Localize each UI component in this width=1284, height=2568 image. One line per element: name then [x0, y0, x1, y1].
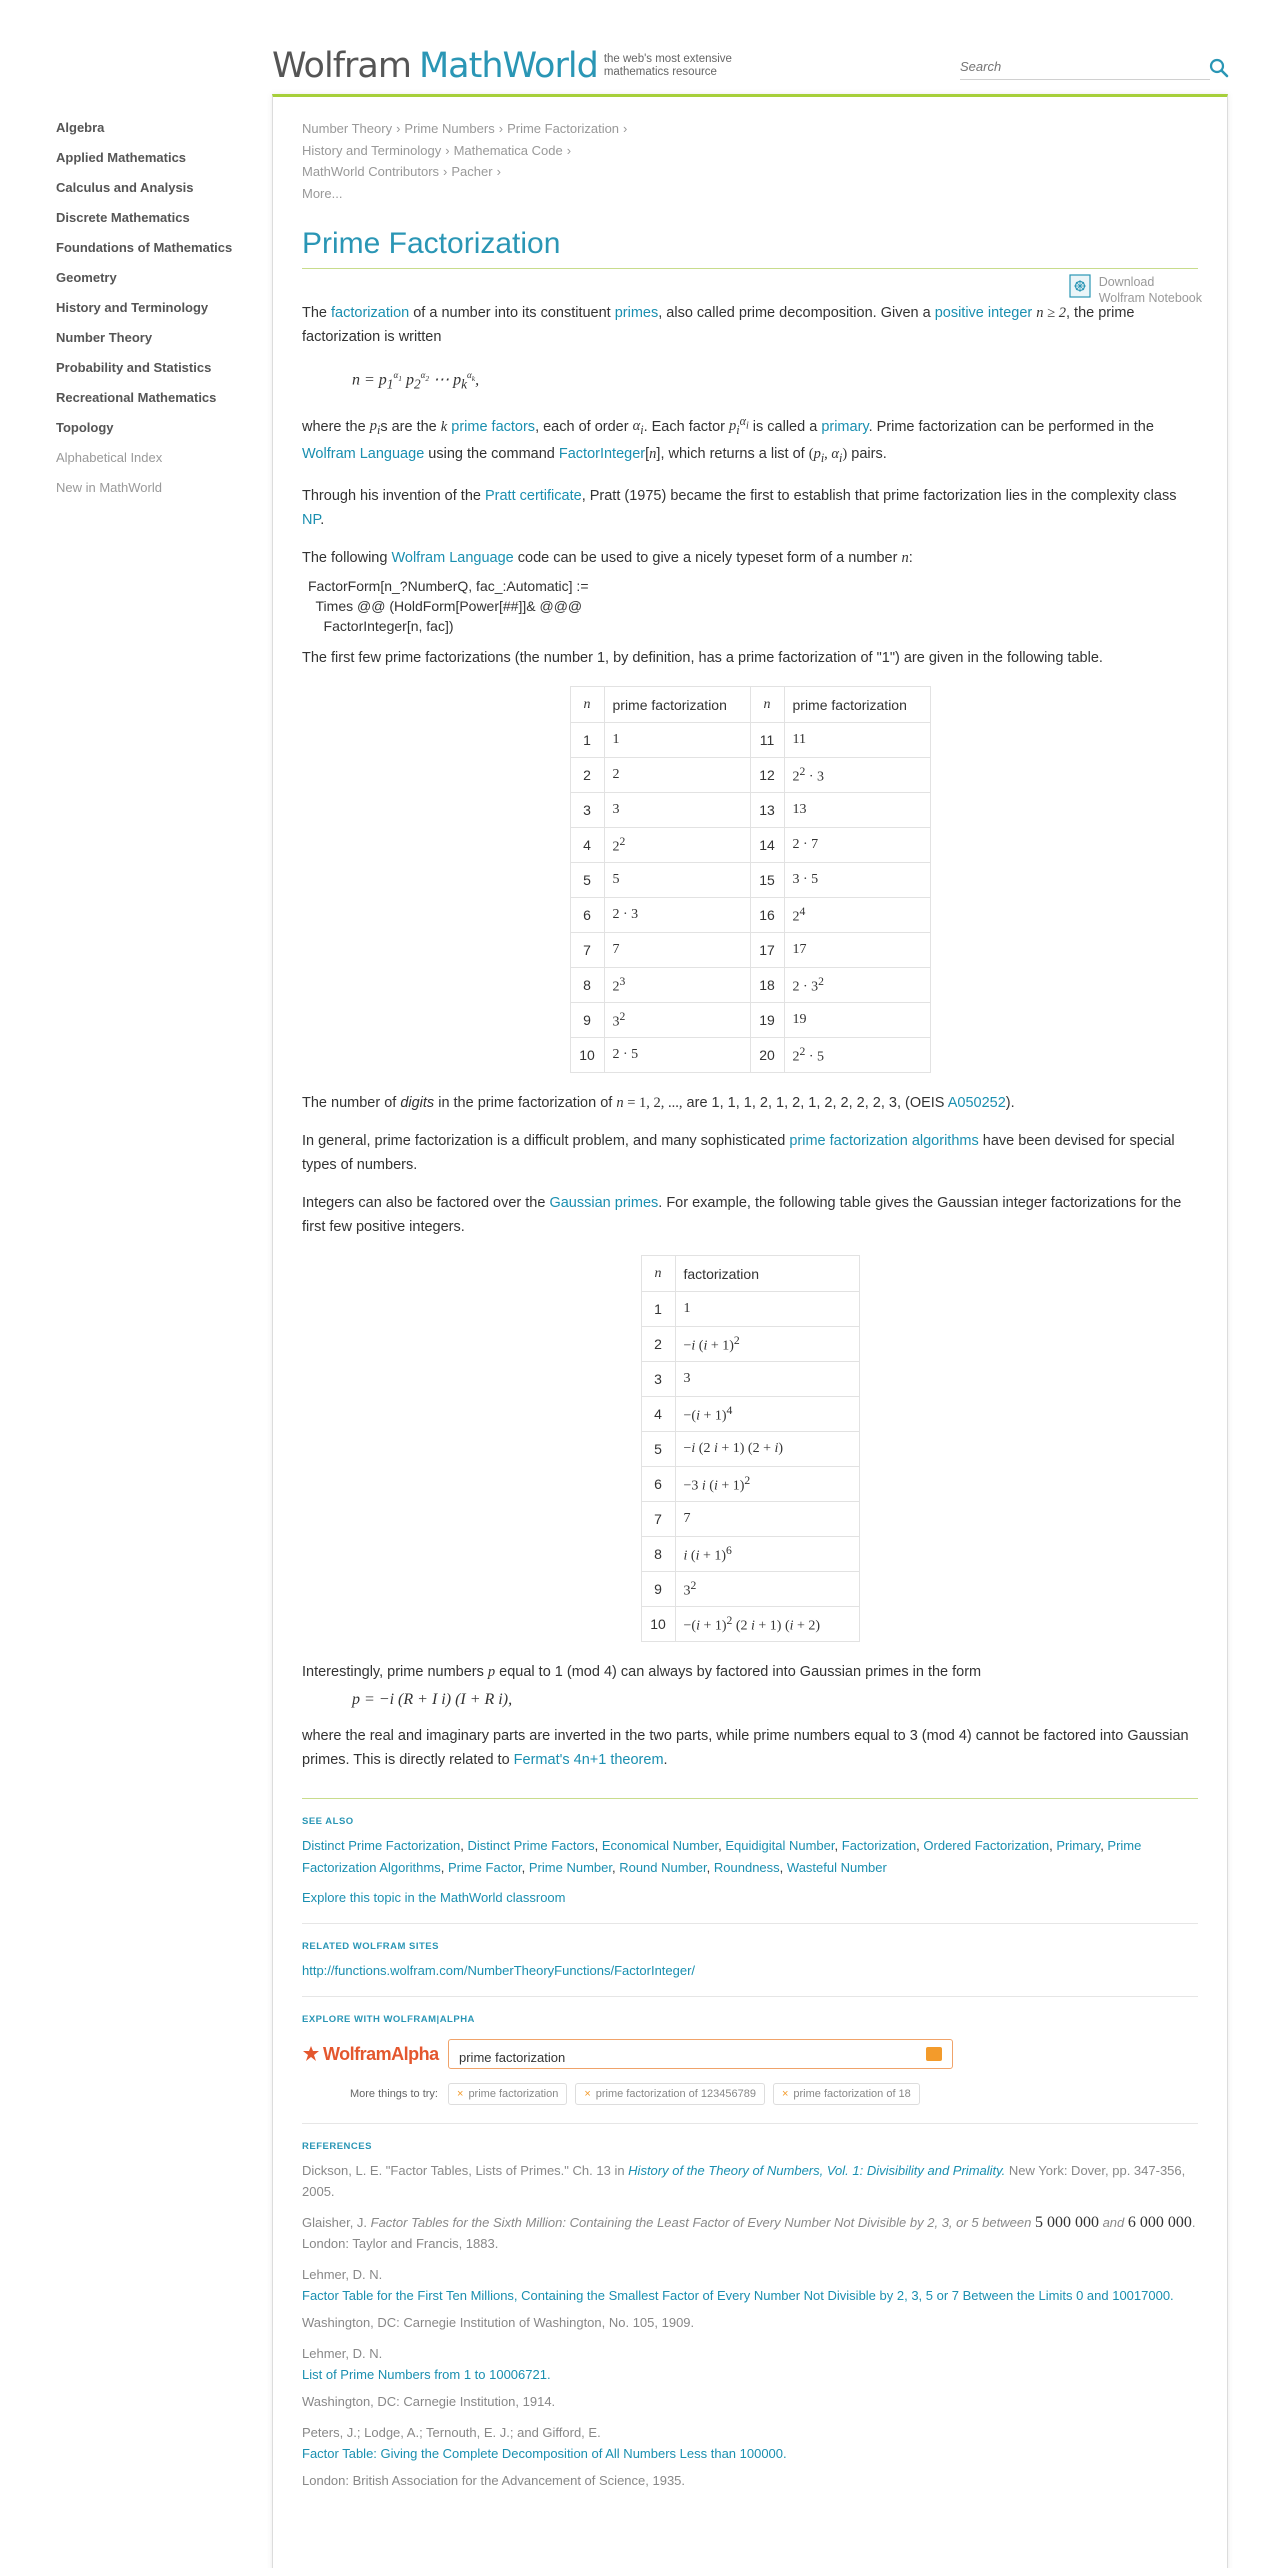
link-wolfram-language-2[interactable]: Wolfram Language: [391, 550, 514, 567]
breadcrumb-more-link[interactable]: More...: [302, 185, 343, 201]
references-heading: REFERENCES: [302, 2141, 372, 2153]
sidebar-item-algebra[interactable]: Algebra: [56, 120, 105, 135]
search-box: [960, 54, 1210, 80]
link-prime-factorization-algorithms[interactable]: prime factorization algorithms: [789, 1133, 979, 1150]
reference-glaisher: Glaisher, J. Factor Tables for the Sixth Million: Containing the Least Factor of Every Number Not Divisible by 2, 3, or 5 between 5 000 000 and 6 000 000. London: Taylor and Francis, 1883.: [302, 2214, 1196, 2252]
section-divider: [302, 2123, 1198, 2124]
table-cell: $3^2$: [675, 1572, 859, 1607]
table-cell: 5: [641, 1432, 675, 1467]
table-cell: −i $(i + 1)^2$: [675, 1327, 859, 1362]
table-row: [641, 1607, 859, 1642]
sidebar-item-alphabetical-index[interactable]: Alphabetical Index: [56, 450, 163, 465]
table-cell: 6: [641, 1467, 675, 1502]
table-header: factorization: [675, 1256, 859, 1292]
breadcrumb-pacher[interactable]: Pacher: [451, 164, 493, 179]
table-cell: 13: [784, 793, 930, 828]
table-row: [641, 1572, 859, 1607]
sidebar-item-discrete-mathematics[interactable]: Discrete Mathematics: [56, 210, 190, 225]
sidebar-item-number-theory[interactable]: Number Theory: [56, 330, 153, 345]
breadcrumb-prime-factorization[interactable]: Prime Factorization: [507, 121, 620, 136]
table-cell: 7: [641, 1502, 675, 1537]
table-header: prime factorization: [784, 687, 930, 723]
sidebar-nav: [56, 118, 256, 508]
sidebar-item-geometry[interactable]: Geometry: [56, 270, 117, 285]
sidebar-item-new-in-mathworld[interactable]: New in MathWorld: [56, 480, 162, 495]
chip-marker-icon: ×: [584, 2088, 591, 2101]
table-cell: 7: [570, 933, 604, 968]
table-cell: $2^2 \cdot 3$: [784, 758, 930, 793]
link-gaussian-primes[interactable]: Gaussian primes: [549, 1195, 659, 1212]
paragraph-table-intro: The first few prime factorizations (the number 1, by definition, has a prime factorization of "1") are given in the following table.: [302, 650, 1103, 667]
search-icon[interactable]: [1208, 57, 1230, 79]
paragraph-code-intro: The following Wolfram Language code can be used to give a nicely typeset form of a number n:: [302, 550, 913, 567]
download-label: Download: [1098, 275, 1155, 289]
table-cell: $-(i + 1)^2$ (2 i + 1) (i + 2): [675, 1607, 859, 1642]
table-row: [570, 863, 930, 898]
reference-link[interactable]: History of the Theory of Numbers, Vol. 1: Divisibility and Primality.: [628, 2163, 1006, 2179]
reference-link[interactable]: List of Prime Numbers from 1 to 10006721.: [302, 2367, 551, 2383]
table-cell: $-(i + 1)^4$: [675, 1397, 859, 1432]
link-prime-factors[interactable]: prime factors: [451, 418, 536, 435]
search-input[interactable]: [960, 54, 1170, 78]
chip-label: prime factorization: [468, 2088, 559, 2101]
table-cell: 2: [604, 758, 750, 793]
table-cell: i $(i + 1)^6$: [675, 1537, 859, 1572]
table-cell: 8: [570, 968, 604, 1003]
table-cell: 10: [570, 1038, 604, 1073]
see-also-link[interactable]: Roundness: [713, 1860, 780, 1876]
link-pratt-certificate[interactable]: Pratt certificate: [484, 488, 582, 505]
prime-factorization-table: [570, 686, 931, 1073]
link-oeis-a050252[interactable]: A050252: [947, 1095, 1006, 1112]
table-cell: $2 \cdot 3^2$: [784, 968, 930, 1003]
table-cell: 1: [675, 1292, 859, 1327]
table-header: prime factorization: [604, 687, 750, 723]
table-header: n: [750, 687, 784, 723]
table-cell: 20: [750, 1038, 784, 1073]
see-also-link[interactable]: Ordered Factorization: [923, 1838, 1050, 1854]
table-cell: 17: [784, 933, 930, 968]
paragraph-algorithms: In general, prime factorization is a difficult problem, and many sophisticated prime factorization algorithms have been devised for special types of numbers.: [302, 1133, 1175, 1174]
table-cell: 14: [750, 828, 784, 863]
reference-peters: Peters, J.; Lodge, A.; Ternouth, E. J.; and Gifford, E. Factor Table: Giving the Complete Decomposition of All Numbers Less than 100000. London: British Association for the Advancement of Science, 1935.: [302, 2425, 787, 2489]
section-divider: [302, 1923, 1198, 1924]
table-row: [570, 793, 930, 828]
related-sites-heading: RELATED WOLFRAM SITES: [302, 1941, 439, 1953]
chip-label: prime factorization of 123456789: [595, 2088, 756, 2101]
table-cell: 9: [570, 1003, 604, 1038]
link-np[interactable]: NP: [302, 512, 321, 529]
wolfram-spikey-icon: [302, 2045, 320, 2063]
table-cell: −3 i $(i + 1)^2$: [675, 1467, 859, 1502]
table-cell: 11: [750, 723, 784, 758]
paragraph-fermat: where the real and imaginary parts are inverted in the two parts, while prime numbers equal to 3 (mod 4) cannot be factored into Gaussian primes. This is directly related to Fermat's 4n+1 theorem.: [302, 1728, 1189, 1769]
sidebar-item-foundations-of-mathematics[interactable]: Foundations of Mathematics: [56, 240, 233, 255]
table-row: [641, 1327, 859, 1362]
link-wolfram-language[interactable]: Wolfram Language: [302, 446, 425, 463]
see-also-link[interactable]: Round Number: [619, 1860, 707, 1876]
table-row: [570, 1003, 930, 1038]
paragraph-prime-factors: where the $p_is$ are the k prime factors, each of order $\alpha_i$. Each factor $p_i^{\alpha_i}$ is called a primary. Prime factorization can be performed in the Wolfram Language using the command FactorInteger[n], which returns a list of ($p_i$, $\alpha_i$) pairs.: [302, 413, 1154, 466]
breadcrumb-mathematica-code[interactable]: Mathematica Code: [453, 142, 563, 158]
breadcrumb: Number Theory › Prime Numbers › Prime Factorization › History and Terminology › Mathematica Code › MathWorld Contributors › Pacher › More...: [302, 121, 628, 201]
see-also-link[interactable]: Prime Number: [528, 1860, 612, 1876]
paragraph-mod4: Interestingly, prime numbers p equal to 1 (mod 4) can always by factored into Gaussian primes in the form: [302, 1664, 982, 1681]
table-cell: 2 · 7: [784, 828, 930, 863]
chip-marker-icon: ×: [457, 2088, 464, 2101]
table-row: [570, 968, 930, 1003]
table-cell: 1: [604, 723, 750, 758]
notebook-icon: [1069, 274, 1091, 298]
table-cell: 3: [604, 793, 750, 828]
table-cell: 2: [570, 758, 604, 793]
wolfram-alpha-submit-icon[interactable]: [926, 2047, 942, 2061]
table-cell: 2 · 3: [604, 898, 750, 933]
related-functions-link[interactable]: http://functions.wolfram.com/NumberTheoryFunctions/FactorInteger/: [302, 1963, 696, 1979]
table-cell: 13: [750, 793, 784, 828]
classroom-link[interactable]: Explore this topic in the MathWorld classroom: [302, 1890, 566, 1906]
paragraph-pratt: Through his invention of the Pratt certificate, Pratt (1975) became the first to establish that prime factorization lies in the complexity class NP.: [302, 488, 1177, 529]
table-row: [570, 758, 930, 793]
see-also-link[interactable]: Distinct Prime Factors: [467, 1838, 595, 1854]
table-cell: 16: [750, 898, 784, 933]
table-row: [641, 1362, 859, 1397]
breadcrumb-history-and-terminology[interactable]: History and Terminology: [302, 142, 442, 158]
see-also-link[interactable]: Prime Factor: [447, 1860, 522, 1876]
download-notebook-label: Wolfram Notebook: [1098, 291, 1202, 305]
table-cell: 3 · 5: [784, 863, 930, 898]
table-header: n: [641, 1256, 675, 1292]
see-also-link[interactable]: Primary: [1056, 1838, 1101, 1854]
table-cell: 3: [570, 793, 604, 828]
table-row: [641, 1397, 859, 1432]
table-cell: 12: [750, 758, 784, 793]
table-header: n: [570, 687, 604, 723]
equation-gaussian: p = −i (R + I i) (I + R i),: [352, 1691, 513, 1709]
table-cell: 5: [570, 863, 604, 898]
table-row: [570, 1038, 930, 1073]
see-also-link[interactable]: Wasteful Number: [786, 1860, 887, 1876]
link-factorinteger[interactable]: FactorInteger: [558, 446, 646, 463]
sidebar-item-probability-and-statistics[interactable]: Probability and Statistics: [56, 360, 212, 375]
table-cell: 9: [641, 1572, 675, 1607]
table-cell: 3: [641, 1362, 675, 1397]
table-cell: 1: [570, 723, 604, 758]
breadcrumb-number-theory[interactable]: Number Theory: [302, 121, 393, 136]
wolfram-alpha-heading: EXPLORE WITH WOLFRAM|ALPHA: [302, 2014, 475, 2026]
table-cell: 4: [570, 828, 604, 863]
table-cell: 19: [784, 1003, 930, 1038]
see-also-link[interactable]: Equidigital Number: [725, 1838, 835, 1854]
sidebar-item-topology[interactable]: Topology: [56, 420, 114, 435]
table-cell: $2^3$: [604, 968, 750, 1003]
sidebar-item-applied-mathematics[interactable]: Applied Mathematics: [56, 150, 187, 165]
table-cell: 5: [604, 863, 750, 898]
table-cell: 10: [641, 1607, 675, 1642]
mathworld-logo[interactable]: [272, 46, 754, 86]
page-title: Prime Factorization: [302, 226, 1198, 269]
table-cell: 3: [675, 1362, 859, 1397]
logo-mathworld-text: MathWorld: [418, 46, 598, 86]
table-cell: 19: [750, 1003, 784, 1038]
suggestion-chip[interactable]: [575, 2083, 765, 2105]
table-cell: 4: [641, 1397, 675, 1432]
table-row: [641, 1467, 859, 1502]
see-also-link[interactable]: Prime Factorization Algorithms: [302, 1838, 1142, 1876]
reference-lehmer-2: Lehmer, D. N. List of Prime Numbers from 1 to 10006721. Washington, DC: Carnegie Institution, 1914.: [302, 2346, 556, 2410]
paragraph-gaussian: Integers can also be factored over the Gaussian primes. For example, the following table gives the Gaussian integer factorizations for the first few positive integers.: [302, 1195, 1182, 1236]
table-row: [641, 1292, 859, 1327]
table-cell: 17: [750, 933, 784, 968]
suggestion-chip[interactable]: [773, 2083, 920, 2105]
suggestion-chip[interactable]: [448, 2083, 567, 2105]
section-divider: [302, 1798, 1198, 1799]
reference-dickson: Dickson, L. E. "Factor Tables, Lists of Primes." Ch. 13 in History of the Theory of Numbers, Vol. 1: Divisibility and Primality. New York: Dover, pp. 347-356, 2005.: [302, 2163, 1186, 2200]
table-cell: 2 · 5: [604, 1038, 750, 1073]
table-cell: 18: [750, 968, 784, 1003]
breadcrumb-mathworld-contributors[interactable]: MathWorld Contributors: [302, 164, 440, 179]
table-row: [641, 1502, 859, 1537]
table-row: [570, 723, 930, 758]
prime-factorization-table-container: [302, 686, 1198, 1073]
sidebar-item-calculus-and-analysis[interactable]: Calculus and Analysis: [56, 180, 194, 195]
table-cell: $2^2 \cdot 5$: [784, 1038, 930, 1073]
link-primes[interactable]: primes: [614, 305, 659, 321]
code-block: FactorForm[n_?NumberQ, fac_:Automatic] := Times @@ (HoldForm[Power[##]]& @@@ FactorInteger[n, fac]): [308, 578, 589, 635]
reference-link[interactable]: Factor Table for the First Ten Millions, Containing the Smallest Factor of Every Number Not Divisible by 2, 3, 5 or 7 Between the Limits 0 and 10017000.: [302, 2288, 1174, 2304]
paragraph-intro: The factorization of a number into its constituent primes, also called prime decomposition. Given a positive integer n ≥ 2, the prime factorization is written: [302, 305, 1135, 345]
site-header: [272, 44, 1232, 94]
link-positive-integer[interactable]: positive integer: [934, 305, 1033, 321]
section-divider: [302, 1996, 1198, 1997]
table-cell: $2^2$: [604, 828, 750, 863]
see-also-heading: SEE ALSO: [302, 1816, 354, 1828]
suggestion-chips: [448, 2083, 968, 2115]
see-also-link[interactable]: Distinct Prime Factorization: [302, 1838, 461, 1854]
table-cell: 6: [570, 898, 604, 933]
table-row: [570, 898, 930, 933]
math-n-geq-2: n ≥ 2: [1036, 305, 1066, 321]
link-factorization[interactable]: factorization: [331, 305, 410, 321]
wolfram-alpha-input[interactable]: prime factorization: [448, 2039, 953, 2069]
sidebar-item-history-and-terminology[interactable]: History and Terminology: [56, 300, 209, 315]
table-cell: 11: [784, 723, 930, 758]
more-things-label: More things to try:: [349, 2088, 438, 2101]
table-cell: $2^4$: [784, 898, 930, 933]
table-row: [641, 1537, 859, 1572]
link-fermat-theorem[interactable]: Fermat's 4n+1 theorem: [513, 1752, 664, 1769]
table-cell: 2: [641, 1327, 675, 1362]
download-notebook-button[interactable]: [1069, 274, 1202, 306]
table-cell: 1: [641, 1292, 675, 1327]
gaussian-table-container: [302, 1255, 1198, 1642]
reference-lehmer-1: Lehmer, D. N. Factor Table for the First Ten Millions, Containing the Smallest Factor of Every Number Not Divisible by 2, 3, 5 or 7 Between the Limits 0 and 10017000. Washington, DC: Carnegie Institution of Washington, No. 105, 1909.: [302, 2267, 1174, 2331]
equation-prime-factorization: $n = p_1^{\alpha_1}$ $p_2^{\alpha_2}$ ⋯ $p_k^{\alpha_k}$,: [352, 370, 480, 392]
logo-tagline: the web's most extensive mathematics resource: [603, 53, 732, 78]
see-also-link[interactable]: Factorization: [841, 1838, 917, 1854]
logo-wolfram-text: Wolfram: [272, 46, 411, 86]
chip-marker-icon: ×: [781, 2088, 789, 2101]
table-cell: 8: [641, 1537, 675, 1572]
breadcrumb-prime-numbers[interactable]: Prime Numbers: [404, 121, 495, 136]
paragraph-digits: The number of digits in the prime factorization of n = 1, 2, ..., are 1, 1, 1, 2, 1, 2, 1, 2, 2, 2, 2, 3, (OEIS A050252).: [302, 1095, 1015, 1112]
gaussian-factorization-table: [641, 1255, 860, 1642]
table-row: [570, 933, 930, 968]
table-row: [641, 1432, 859, 1467]
wolfram-alpha-logo[interactable]: WolframAlpha: [302, 2042, 448, 2066]
table-cell: $3^2$: [604, 1003, 750, 1038]
see-also-link[interactable]: Economical Number: [601, 1838, 719, 1854]
table-cell: −i (2 i + 1) (2 + i): [675, 1432, 859, 1467]
table-row: [570, 828, 930, 863]
sidebar-item-recreational-mathematics[interactable]: Recreational Mathematics: [56, 390, 217, 405]
link-primary[interactable]: primary: [821, 418, 869, 435]
see-also-list: Distinct Prime Factorization, Distinct Prime Factors, Economical Number, Equidigital Number, Factorization, Ordered Factorization, Primary, Prime Factorization Algorithms, Prime Factor, Prime Number, Round Number, Roundness, Wasteful Number: [302, 1838, 1142, 1876]
article: [302, 118, 1202, 2501]
reference-link[interactable]: Factor Table: Giving the Complete Decomposition of All Numbers Less than 100000.: [302, 2446, 787, 2462]
table-cell: 7: [604, 933, 750, 968]
table-cell: 15: [750, 863, 784, 898]
table-cell: 7: [675, 1502, 859, 1537]
chip-label: prime factorization of 18: [793, 2088, 911, 2101]
